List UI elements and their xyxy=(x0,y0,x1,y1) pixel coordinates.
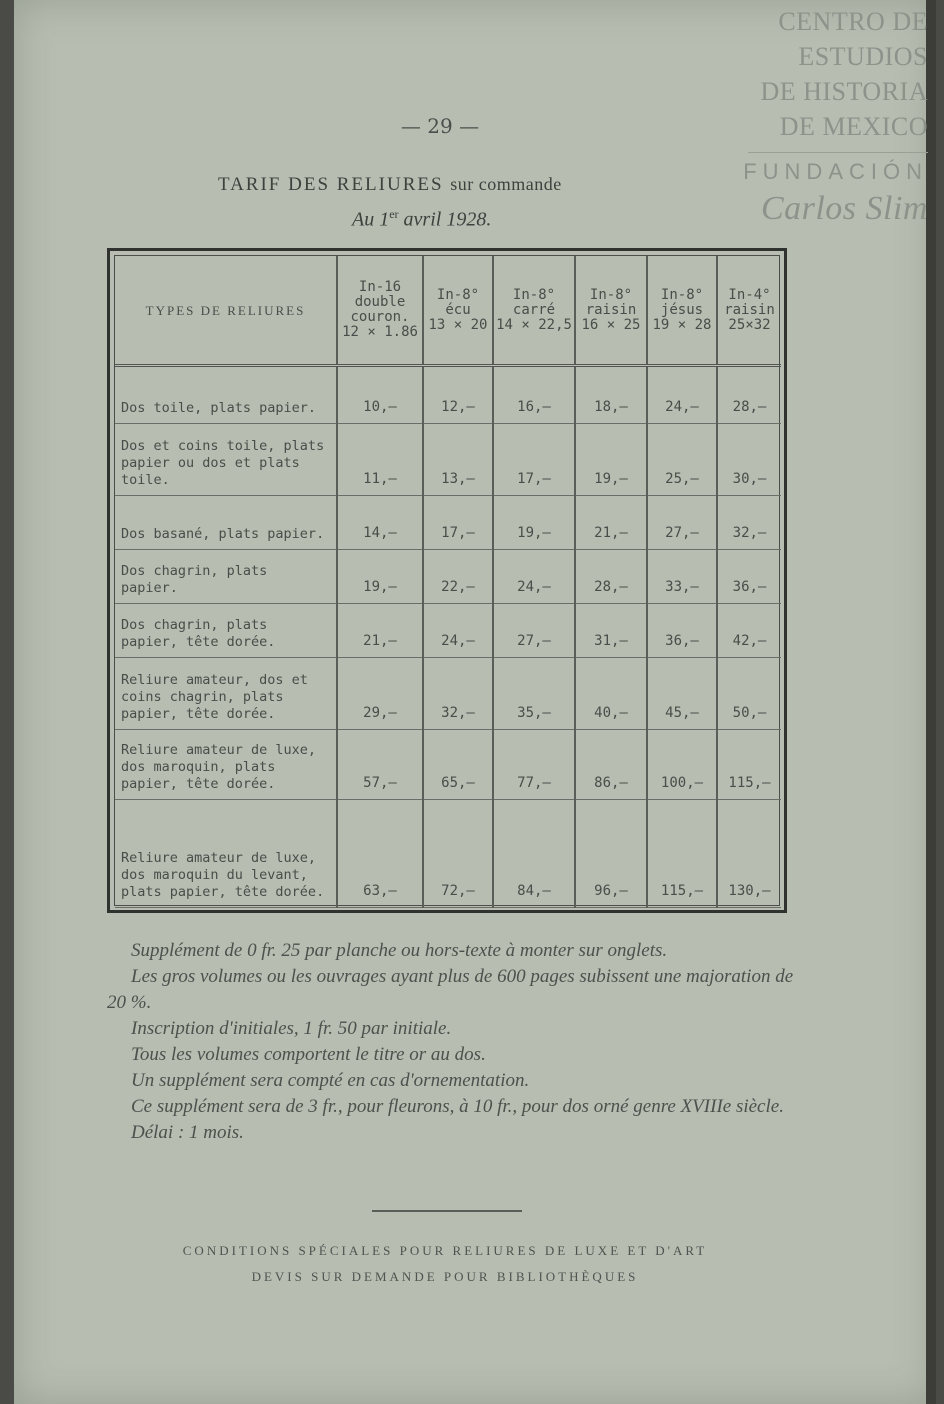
table-row xyxy=(115,366,781,424)
header-col-2: In-8° écu 13 × 20 xyxy=(423,256,493,366)
price-cell: 63,— xyxy=(337,800,423,908)
conditions-line-1: CONDITIONS SPÉCIALES POUR RELIURES DE LUXE ET D'ART xyxy=(182,1243,708,1258)
price-cell: 65,— xyxy=(423,730,493,800)
watermark-line: DE MEXICO xyxy=(779,112,928,141)
row-label: Reliure amateur de luxe, dos maroquin du levant, plats papier, tête dorée. xyxy=(115,800,337,908)
note-line: Ce supplément sera de 3 fr., pour fleurons, à 10 fr., pour dos orné genre XVIIIe siècle. xyxy=(131,1096,784,1117)
note-line: Un supplément sera compté en cas d'ornementation. xyxy=(131,1070,530,1091)
price-cell: 29,— xyxy=(337,658,423,730)
price-cell: 100,— xyxy=(647,730,717,800)
conditions-line-2: DEVIS SUR DEMANDE POUR BIBLIOTHÈQUES xyxy=(251,1269,639,1284)
price-cell: 72,— xyxy=(423,800,493,908)
tariff-date xyxy=(352,207,491,232)
price-cell: 130,— xyxy=(717,800,781,908)
price-cell: 28,— xyxy=(717,366,781,424)
price-cell: 17,— xyxy=(423,496,493,550)
table-row xyxy=(115,800,781,908)
note-line: Délai : 1 mois. xyxy=(131,1122,244,1143)
watermark-line: DE HISTORIA xyxy=(760,77,928,106)
row-label: Dos basané, plats papier. xyxy=(115,496,337,550)
archive-watermark xyxy=(743,4,928,231)
tariff-table-frame xyxy=(107,248,787,913)
title-main: TARIF DES RELIURES xyxy=(218,174,444,195)
watermark-divider xyxy=(748,152,928,153)
page-title xyxy=(218,174,562,196)
tariff-table xyxy=(115,256,781,908)
note-line: Supplément de 0 fr. 25 par planche ou hors-texte à monter sur onglets. xyxy=(131,940,668,961)
price-cell: 21,— xyxy=(337,604,423,658)
price-cell: 32,— xyxy=(717,496,781,550)
page-number: — 29 — xyxy=(400,114,480,138)
price-cell: 27,— xyxy=(647,496,717,550)
header-col-4: In-8° raisin 16 × 25 xyxy=(575,256,647,366)
header-col-6: In-4° raisin 25×32 xyxy=(717,256,781,366)
price-cell: 28,— xyxy=(575,550,647,604)
table-row xyxy=(115,424,781,496)
price-cell: 77,— xyxy=(493,730,575,800)
note-line: Tous les volumes comportent le titre or au dos. xyxy=(131,1044,486,1065)
price-cell: 57,— xyxy=(337,730,423,800)
price-cell: 24,— xyxy=(493,550,575,604)
price-cell: 17,— xyxy=(493,424,575,496)
price-cell: 19,— xyxy=(575,424,647,496)
price-cell: 31,— xyxy=(575,604,647,658)
price-cell: 30,— xyxy=(717,424,781,496)
header-col-1: In-16 double couron. 12 × 1.86 xyxy=(337,256,423,366)
price-cell: 32,— xyxy=(423,658,493,730)
header-col-5: In-8° jésus 19 × 28 xyxy=(647,256,717,366)
price-cell: 86,— xyxy=(575,730,647,800)
price-cell: 10,— xyxy=(337,366,423,424)
price-cell: 14,— xyxy=(337,496,423,550)
row-label: Dos chagrin, plats papier, tête dorée. xyxy=(115,604,337,658)
price-cell: 11,— xyxy=(337,424,423,496)
watermark-foundation: FUNDACIÓN xyxy=(743,159,928,184)
price-cell: 27,— xyxy=(493,604,575,658)
price-cell: 115,— xyxy=(647,800,717,908)
price-cell: 19,— xyxy=(493,496,575,550)
price-cell: 50,— xyxy=(717,658,781,730)
note-line: Inscription d'initiales, 1 fr. 50 par initiale. xyxy=(131,1018,452,1039)
price-cell: 18,— xyxy=(575,366,647,424)
row-label: Dos chagrin, plats papier. xyxy=(115,550,337,604)
price-cell: 96,— xyxy=(575,800,647,908)
note-line: Les gros volumes ou les ouvrages ayant plus de 600 pages subissent une majoration de 20 %. xyxy=(107,966,794,1013)
price-cell: 42,— xyxy=(717,604,781,658)
table-row xyxy=(115,730,781,800)
price-cell: 13,— xyxy=(423,424,493,496)
price-cell: 21,— xyxy=(575,496,647,550)
table-row xyxy=(115,604,781,658)
row-label: Reliure amateur de luxe, dos maroquin, plats papier, tête dorée. xyxy=(115,730,337,800)
price-cell: 24,— xyxy=(423,604,493,658)
price-cell: 45,— xyxy=(647,658,717,730)
notes-block xyxy=(107,938,797,1146)
price-cell: 84,— xyxy=(493,800,575,908)
price-cell: 36,— xyxy=(647,604,717,658)
price-cell: 35,— xyxy=(493,658,575,730)
date-rest: avril 1928. xyxy=(403,208,492,231)
price-cell: 40,— xyxy=(575,658,647,730)
price-cell: 24,— xyxy=(647,366,717,424)
table-header-row xyxy=(115,256,781,366)
price-cell: 25,— xyxy=(647,424,717,496)
price-cell: 12,— xyxy=(423,366,493,424)
date-prefix: Au 1 xyxy=(352,208,390,231)
table-row xyxy=(115,496,781,550)
watermark-line: CENTRO DE xyxy=(778,7,928,36)
watermark-line: ESTUDIOS xyxy=(798,42,928,71)
watermark-signature: Carlos Slim xyxy=(760,190,928,227)
row-label: Dos toile, plats papier. xyxy=(115,366,337,424)
price-cell: 115,— xyxy=(717,730,781,800)
price-cell: 19,— xyxy=(337,550,423,604)
price-cell: 33,— xyxy=(647,550,717,604)
row-label: Dos et coins toile, plats papier ou dos et plats toile. xyxy=(115,424,337,496)
table-row xyxy=(115,658,781,730)
table-row xyxy=(115,550,781,604)
price-cell: 22,— xyxy=(423,550,493,604)
title-suffix: sur commande xyxy=(450,174,562,194)
row-label: Reliure amateur, dos et coins chagrin, plats papier, tête dorée. xyxy=(115,658,337,730)
header-col-3: In-8° carré 14 × 22,5 xyxy=(493,256,575,366)
date-sup: er xyxy=(389,207,399,221)
price-cell: 36,— xyxy=(717,550,781,604)
section-divider xyxy=(372,1210,522,1212)
price-cell: 16,— xyxy=(493,366,575,424)
header-types: TYPES DE RELIURES xyxy=(115,256,337,366)
